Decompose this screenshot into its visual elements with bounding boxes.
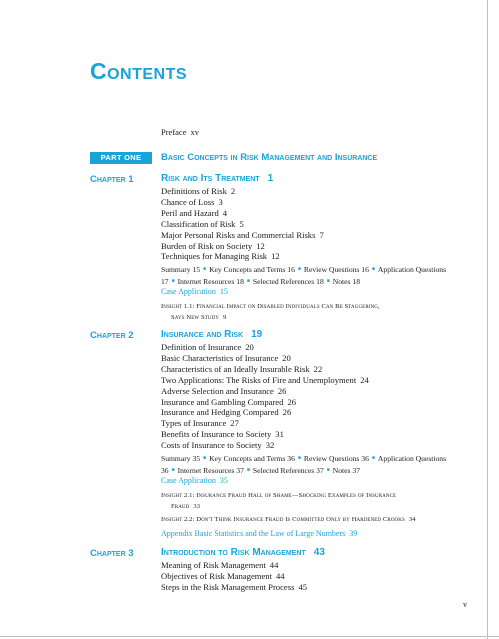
bullet-icon: ■	[297, 267, 301, 272]
entry-page: 44	[269, 560, 279, 570]
entry-page: 44	[275, 570, 285, 581]
entry-text: Burden of Risk on Society	[161, 240, 253, 251]
entry-text: Costs of Insurance to Society	[161, 440, 262, 451]
preface-page: xv	[190, 127, 199, 137]
entry-text: Peril and Hazard	[161, 207, 219, 218]
entry-page: 26	[282, 407, 292, 418]
toc-entry[interactable]	[161, 440, 369, 451]
bullet-icon: ■	[203, 267, 207, 272]
summary-item[interactable]: Notes 18	[332, 276, 360, 286]
chapter-3-entries	[161, 560, 307, 593]
entry-page: 26	[287, 396, 297, 407]
toc-entry[interactable]	[161, 397, 369, 408]
bullet-icon: ■	[171, 467, 175, 473]
insight-title-cont: Fraud	[171, 503, 190, 510]
chapter-2-entries	[161, 342, 369, 451]
insight-title-cont: Says New Study	[171, 314, 219, 321]
case-application-page: 35	[219, 476, 228, 485]
entry-page: 27	[230, 418, 239, 429]
toc-entry[interactable]	[161, 364, 369, 375]
preface-entry[interactable]	[161, 127, 199, 137]
insight-label: Insight 2.2:	[161, 516, 195, 523]
chapter-2-appendix[interactable]	[161, 529, 357, 538]
entry-text: Two Applications: The Risks of Fire and Unemployment	[161, 374, 357, 385]
insight-page: 34	[408, 516, 416, 523]
summary-item[interactable]: Notes 37	[332, 465, 360, 475]
chapter-1-entries	[161, 186, 324, 262]
part-label-bar	[90, 152, 152, 164]
entry-text: Major Personal Risks and Commercial Risks	[161, 229, 316, 240]
chapter-2-insight-1[interactable]	[161, 490, 461, 512]
summary-item[interactable]: Key Concepts and Terms 36	[209, 454, 295, 463]
chapter-page: 43	[313, 547, 325, 558]
toc-entry[interactable]	[161, 571, 307, 582]
chapter-1-summary	[161, 265, 461, 288]
entry-page: 4	[222, 207, 228, 218]
chapter-3-title[interactable]	[161, 547, 325, 558]
entry-text: Classification of Risk	[161, 218, 236, 229]
entry-text: Types of Insurance	[161, 418, 227, 429]
toc-entry[interactable]	[161, 241, 324, 252]
toc-entry[interactable]	[161, 342, 369, 353]
contents-heading: Contents	[90, 58, 188, 84]
chapter-title-text: Insurance and Risk	[161, 329, 244, 340]
entry-text: Basic Characteristics of Insurance	[161, 352, 279, 363]
case-application-label: Case Application	[161, 476, 216, 485]
entry-page: 31	[275, 429, 284, 440]
chapter-2-case-application[interactable]	[161, 476, 228, 485]
entry-text: Definitions of Risk	[161, 186, 227, 196]
toc-entry[interactable]	[161, 375, 369, 386]
chapter-1-label: Chapter 1	[90, 174, 134, 185]
entry-page: 2	[230, 186, 236, 196]
bullet-icon: ■	[246, 278, 250, 284]
toc-entry[interactable]	[161, 219, 324, 230]
chapter-2-label: Chapter 2	[90, 330, 134, 341]
insight-title: Don't Think Insurance Fraud Is Committed Only by Hardened Crooks	[196, 516, 405, 523]
entry-page: 5	[239, 218, 244, 229]
toc-entry[interactable]	[161, 353, 369, 364]
page-edge-bottom	[0, 636, 499, 637]
toc-entry[interactable]	[161, 386, 369, 397]
chapter-3-label: Chapter 3	[90, 548, 134, 559]
summary-item[interactable]: Application Questions 17	[161, 265, 447, 286]
bullet-icon: ■	[246, 467, 250, 473]
summary-item[interactable]: Summary 15	[161, 265, 201, 274]
case-application-label: Case Application	[161, 287, 216, 296]
entry-page: 12	[256, 240, 265, 251]
toc-entry[interactable]	[161, 418, 369, 429]
entry-page: 45	[298, 581, 308, 592]
chapter-1-case-application[interactable]	[161, 287, 228, 296]
page-edge-right	[487, 0, 488, 639]
bullet-icon: ■	[297, 456, 301, 461]
appendix-title: Appendix Basic Statistics and the Law of Large Numbers	[161, 529, 346, 538]
entry-text: Characteristics of an Ideally Insurable Risk	[161, 363, 310, 374]
entry-text: Chance of Loss	[161, 196, 215, 207]
bullet-icon: ■	[371, 267, 375, 272]
summary-item[interactable]: Internet Resources 37	[177, 465, 244, 475]
part-label: PART ONE	[100, 153, 142, 162]
chapter-1-insight-1[interactable]	[161, 301, 461, 323]
toc-entry[interactable]	[161, 197, 324, 208]
insight-title: Insurance Fraud Hall of Shame—Shocking Examples of Insurance	[196, 492, 397, 499]
chapter-2-insight-2[interactable]	[161, 514, 471, 525]
summary-item[interactable]: Application Questions 36	[161, 454, 447, 475]
entry-page: 22	[313, 363, 323, 374]
toc-entry[interactable]	[161, 582, 307, 593]
entry-text: Definition of Insurance	[161, 342, 242, 352]
preface-label: Preface	[161, 127, 187, 137]
entry-text: Meaning of Risk Management	[161, 560, 266, 570]
entry-text: Insurance and Gambling Compared	[161, 396, 284, 407]
summary-item[interactable]: Summary 35	[161, 454, 201, 463]
entry-page: 24	[360, 374, 369, 385]
chapter-title-text: Introduction to Risk Management	[161, 547, 306, 558]
chapter-page: 1	[267, 173, 274, 184]
summary-item[interactable]: Review Questions 36	[303, 454, 369, 463]
insight-page: 33	[193, 503, 201, 510]
chapter-1-title[interactable]	[161, 173, 273, 184]
appendix-page: 39	[349, 529, 358, 538]
case-application-page: 15	[219, 287, 228, 296]
summary-item[interactable]: Selected References 18	[252, 276, 324, 286]
toc-entry[interactable]	[161, 560, 307, 571]
part-title: Basic Concepts in Risk Management and Insurance	[161, 152, 378, 163]
entry-text: Insurance and Hedging Compared	[161, 407, 279, 418]
page-number: v	[463, 600, 467, 609]
entry-text: Objectives of Risk Management	[161, 570, 272, 581]
entry-page: 3	[218, 196, 223, 207]
entry-text: Techniques for Managing Risk	[161, 251, 268, 262]
toc-entry[interactable]	[161, 230, 324, 241]
summary-item[interactable]: Key Concepts and Terms 16	[209, 265, 295, 274]
toc-entry[interactable]	[161, 251, 324, 262]
toc-entry[interactable]	[161, 186, 324, 197]
bullet-icon: ■	[371, 456, 375, 461]
entry-text: Adverse Selection and Insurance	[161, 385, 274, 396]
entry-page: 20	[245, 342, 254, 352]
toc-entry[interactable]	[161, 407, 369, 418]
entry-page: 12	[271, 251, 280, 262]
insight-title: Financial Impact on Disabled Individuals Can Be Staggering,	[196, 303, 380, 310]
chapter-2-summary	[161, 454, 461, 477]
bullet-icon: ■	[326, 278, 330, 284]
bullet-icon: ■	[326, 467, 330, 473]
toc-entry[interactable]	[161, 208, 324, 219]
entry-text: Benefits of Insurance to Society	[161, 429, 272, 440]
chapter-page: 19	[251, 329, 263, 340]
entry-page: 26	[277, 385, 287, 396]
summary-item[interactable]: Selected References 37	[252, 465, 324, 475]
entry-page: 32	[265, 440, 275, 451]
insight-label: Insight 2.1:	[161, 492, 195, 499]
entry-text: Steps in the Risk Management Process	[161, 581, 295, 592]
chapter-2-title[interactable]	[161, 329, 262, 340]
toc-entry[interactable]	[161, 429, 369, 440]
bullet-icon: ■	[171, 278, 175, 284]
entry-page: 7	[319, 229, 324, 240]
insight-label: Insight 1.1:	[161, 303, 195, 310]
bullet-icon: ■	[203, 456, 207, 461]
entry-page: 20	[282, 352, 291, 363]
summary-item[interactable]: Review Questions 16	[303, 265, 369, 274]
chapter-title-text: Risk and Its Treatment	[161, 173, 260, 184]
summary-item[interactable]: Internet Resources 18	[177, 276, 244, 286]
insight-page: 9	[223, 314, 227, 321]
